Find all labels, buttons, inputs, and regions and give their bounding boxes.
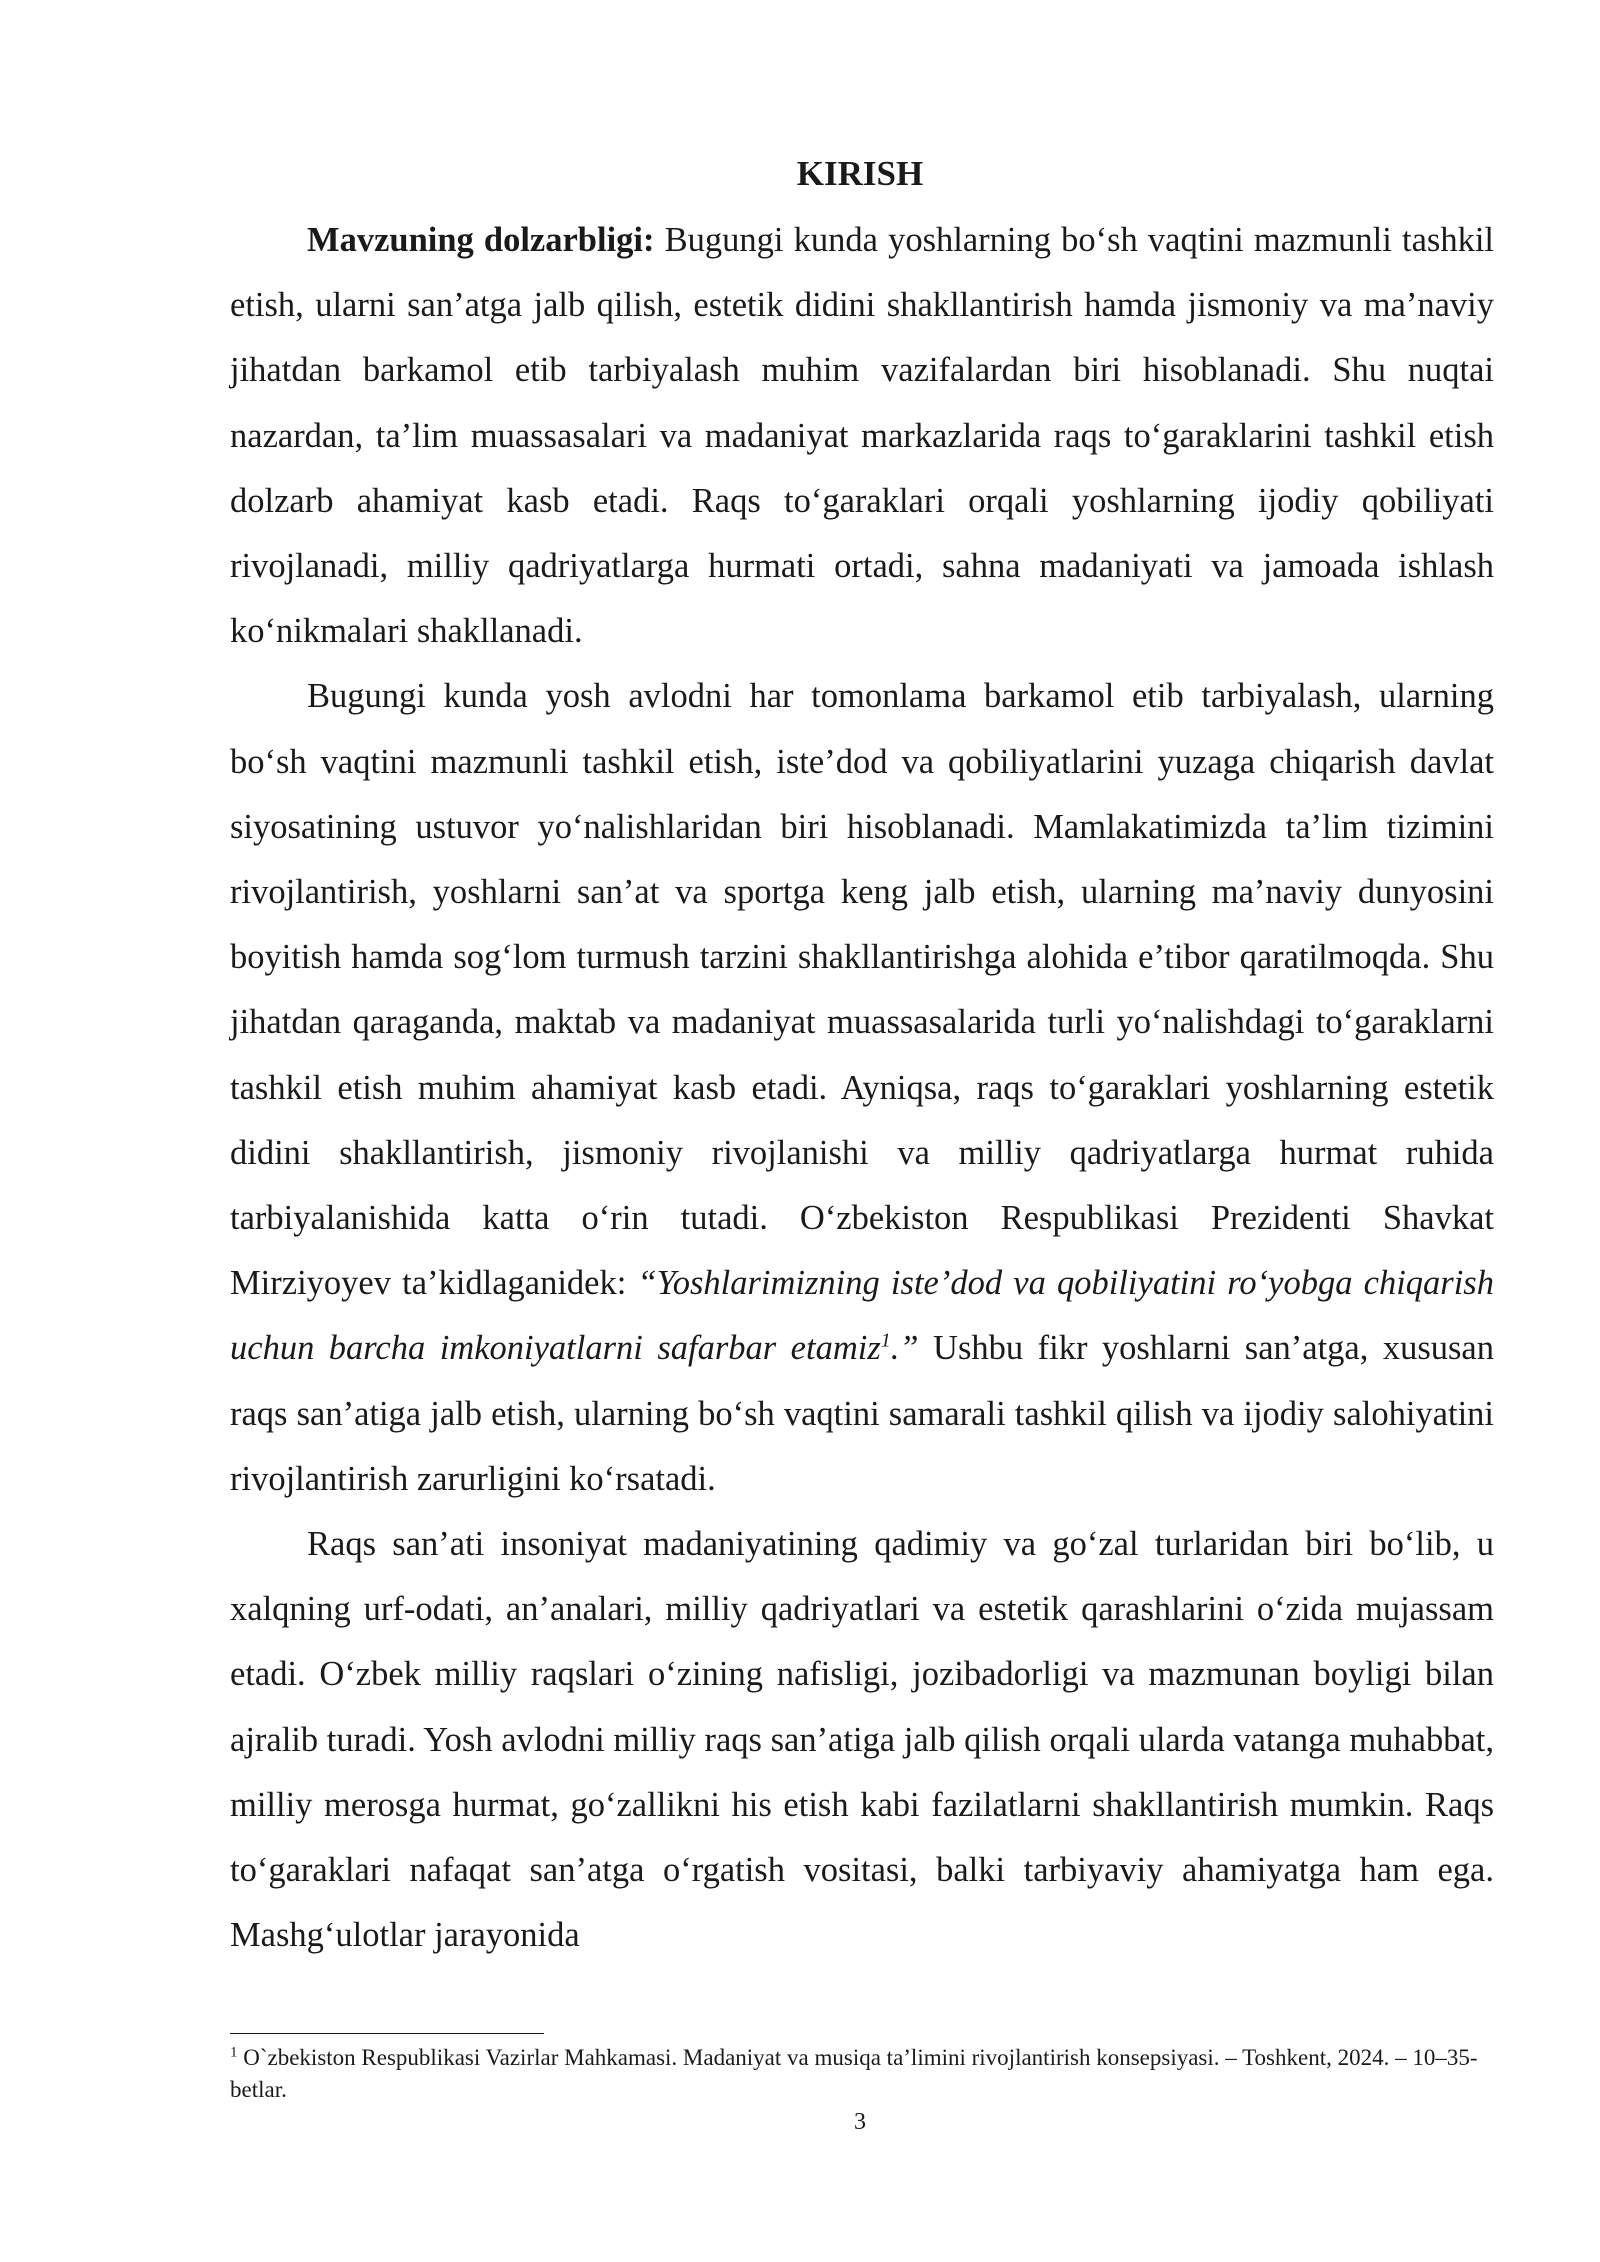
paragraph-text: Raqs san’ati insoniyat madaniyatining qadimiy va go‘zal turlaridan biri bo‘lib, u xalqning urf-odati, an’analari, milliy qadriyatlari va estetik qarashlarini o‘zida mujassam etadi. O‘zbek milliy raqslari o‘zining nafisligi, jozibadorligi va mazmunan boyligi bilan ajralib turadi. Yosh avlodni milliy raqs san’atiga jalb qilish orqali ularda vatanga muhabbat, milliy merosga hurmat, go‘zallikni his etish kabi fazilatlarni shakllantirish mumkin. Raqs to‘garaklari nafaqat san’atga o‘rgatish vositasi, balki tarbiyaviy ahamiyatga ham ega. Mashg‘ulotlar jarayonida: [230, 1525, 1494, 1955]
paragraph-text: Bugungi kunda yosh avlodni har tomonlama barkamol etib tarbiyalash, ularning bo‘sh vaqtini mazmunli tashkil etish, iste’dod va qobiliyatlarini yuzaga chiqarish davlat siyosatining ustuvor yo‘nalishlaridan biri hisoblanadi. Mamlakatimizda ta’lim tizimini rivojlantirish, yoshlarni san’at va sportga keng jalb etish, ularning ma’naviy dunyosini boyitish hamda sog‘lom turmush tarzini shakllantirishga alohida e’tibor qaratilmoqda. Shu jihatdan qaraganda, maktab va madaniyat muassasalarida turli yo‘nalishdagi to‘garaklarni tashkil etish muhim ahamiyat kasb etadi. Ayniqsa, raqs to‘garaklari yoshlarning estetik didini shakllantirish, jismoniy rivojlanishi va milliy qadriyatlarga hurmat ruhida tarbiyalanishida katta o‘rin tutadi. O‘zbekiston Respublikasi Prezidenti Shavkat Mirziyoyev ta’kidlaganidek:: [230, 677, 1494, 1303]
paragraph-text: Ushbu fikr yoshlarni san’atga, xususan raqs san’atiga jalb etish, ularning bo‘sh vaqtini samarali tashkil qilish va ijodiy salohiyatini rivojlantirish zarurligini ko‘rsatadi.: [230, 1329, 1494, 1498]
footnote-divider: [230, 2033, 544, 2034]
paragraph-text: Bugungi kunda yoshlarning bo‘sh vaqtini mazmunli tashkil etish, ularni san’atga jalb qilish, estetik didini shakllantirish hamda jismoniy va ma’naviy jihatdan barkamol etib tarbiyalash muhim vazifalardan biri hisoblanadi. Shu nuqtai nazardan, ta’lim muassasalari va madaniyat markazlarida raqs to‘garaklarini tashkil etish dolzarb ahamiyat kasb etadi. Raqs to‘garaklari orqali yoshlarning ijodiy qobiliyati rivojlanadi, milliy qadriyatlarga hurmati ortadi, sahna madaniyati va jamoada ishlash ko‘nikmalari shakllanadi.: [230, 221, 1494, 651]
paragraph-state-policy: [230, 664, 1494, 1512]
paragraph-dance-art: [230, 1512, 1494, 1968]
page-title: KIRISH: [796, 154, 924, 193]
page-number: 3: [854, 2109, 866, 2135]
footnote: [230, 2042, 1494, 2106]
quote-closing: .”: [890, 1329, 919, 1368]
footnote-number: 1: [230, 2044, 238, 2061]
body-text: [230, 208, 1494, 1968]
paragraph-lead-heading: Mavzuning dolzarbligi:: [307, 221, 655, 259]
footnote-reference[interactable]: 1: [880, 1329, 891, 1352]
paragraph-relevance: [230, 208, 1494, 664]
president-quote: “Yoshlarimizning iste’dod va qobiliyatini ro‘yobga chiqarish uchun barcha imkoniyatlarni safarbar etamiz: [230, 1264, 1494, 1368]
footnote-text: O`zbekiston Respublikasi Vazirlar Mahkamasi. Madaniyat va musiqa ta’limini rivojlantirish konsepsiyasi. – Toshkent, 2024. – 10–35-betlar.: [230, 2045, 1478, 2102]
